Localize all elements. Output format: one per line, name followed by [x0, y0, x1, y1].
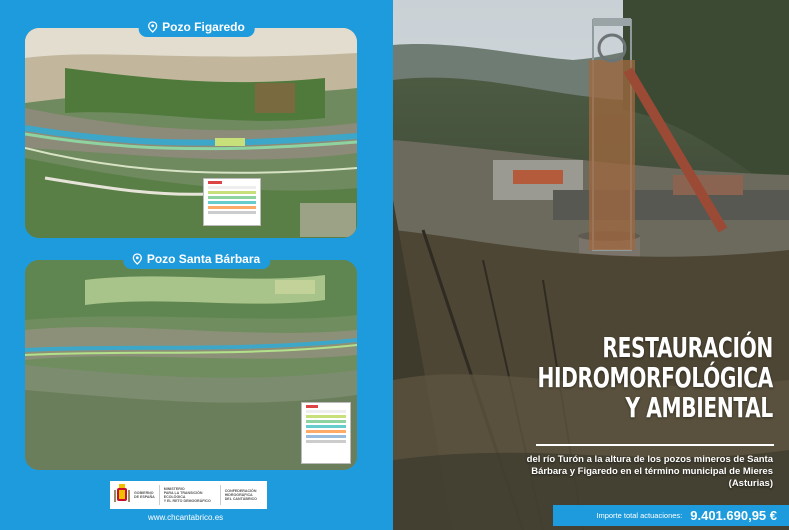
- left-panel: [0, 0, 393, 530]
- budget-bar: [553, 505, 789, 526]
- title-divider: [536, 444, 774, 446]
- budget-label: Importe total actuaciones:: [596, 511, 683, 520]
- location-pin-icon: [146, 21, 158, 33]
- mine-photo: [393, 0, 789, 530]
- page-title: RESTAURACIÓN HIDROMORFOLÓGICA Y AMBIENTAL: [537, 331, 773, 424]
- map-figaredo: [25, 28, 357, 238]
- map-label-text: Pozo Figaredo: [162, 20, 245, 34]
- map-legend: [203, 178, 261, 226]
- map-santa-barbara: [25, 260, 357, 470]
- location-pin-icon: [131, 253, 143, 265]
- logo-ministerio: MINISTERIO PARA LA TRANSICIÓN ECOLÓGICA Y EL RETO DEMOGRÁFICO: [163, 486, 211, 504]
- aerial-map-figaredo: [25, 28, 357, 238]
- budget-value: 9.401.690,95 €: [690, 508, 777, 523]
- map-legend: [301, 402, 351, 464]
- logo-confederacion: CONFEDERACIÓN HIDROGRÁFICA DEL CANTÁBRICO: [224, 488, 257, 502]
- photo-mine-headframe: [393, 0, 789, 530]
- logo-gobierno: GOBIERNO DE ESPAÑA: [134, 490, 155, 499]
- map-label-text: Pozo Santa Bárbara: [146, 252, 261, 266]
- spain-coat-of-arms-icon: [114, 484, 130, 506]
- government-logos: [110, 481, 267, 509]
- map-label-figaredo: [138, 17, 255, 37]
- map-label-santa-barbara: [123, 249, 270, 269]
- website-link[interactable]: www.chcantabrico.es: [148, 513, 224, 522]
- page-subtitle: del río Turón a la altura de los pozos mineros de Santa Bárbara y Figaredo en el término municipal de Mieres (Asturias): [526, 454, 773, 489]
